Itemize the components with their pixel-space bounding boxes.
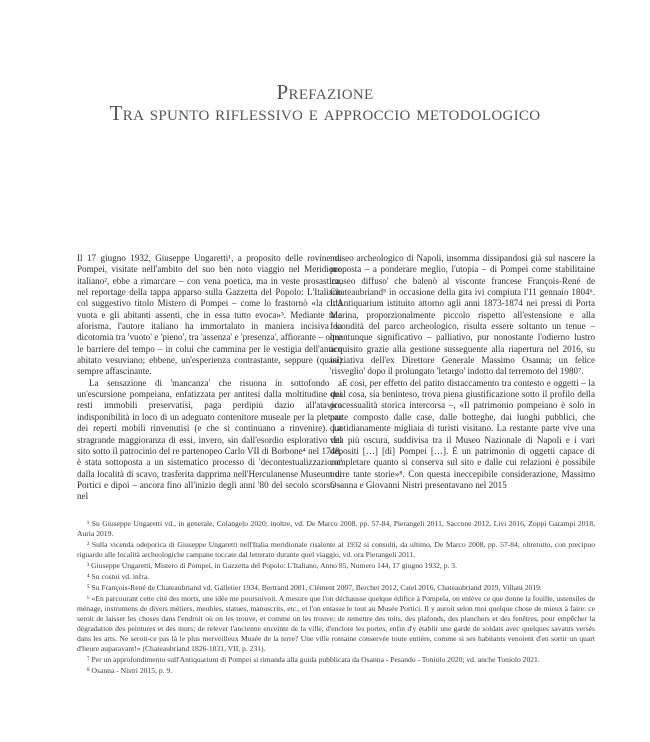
left-column xyxy=(77,253,342,503)
paragraph: La sensazione di 'mancanza' che risuona in sottofondo a un'escursione pompeiana, enfatizzata per antitesi dalla moltitudine dei resti immobili preservatisi, paga perdipiù dazio all'atavica indisponibilità in loco di un adeguato contenitore museale per la pletora dei reperti mobili rinvenutisi (e che si continuano a rinvenire). La stragrande maggioranza di essi, invero, sin dall'esordio esplorativo del sito sotto il patrocinio del re partenopeo Carlo VII di Borbone⁴ nel 1748, è stata sottoposta a un sistematico processo di 'decontestualizzazione' dalla località di scavo, trasferita dapprima nell'Herculanense Museum di Portici e dipoi – ancora fino all'inizio degli anni '80 del secolo scorso – nel xyxy=(77,377,342,502)
footnote: ⁶ «En parcourant cette cité des morts, une idée me poursuivoit. A mesure que l'on déchausse quelque édifice à Pompeïa, on enlève ce que donne la fouille, ustensiles de ménage, instrumens de divers métiers, meubles, statues, manuscrits, etc., et l'on entasse le tout au Musée Portici. Il y auroit selon moi quelque chose de mieux à faire: ce seroit de laisser les choses dans l'endroit où on les trouve, et comme on les trouve; de remettre des toits, des plafonds, des planchers et des fenêtres, pour empêcher la dégradation des peintures et des murs; de relever l'ancienne enceinte de la ville, d'enclore les portes, enfin d'y établir une garde de soldats avec quelques savants versés dans les arts. Ne seroit-ce pas là le plus merveilleux Musée de la terre? Une ville romaine conservée toute entière, comme si ses habitants venoient d'en sortir un quart d'heure auparavant!» (Chateaubriand 1826-1831, VII, p. 231). xyxy=(77,594,595,653)
footnotes xyxy=(77,519,595,677)
title-line-1: Prefazione xyxy=(276,80,374,104)
footnote: ⁸ Osanna - Nistri 2015, p. 9. xyxy=(87,666,173,675)
title-line-2: Tra spunto riflessivo e approccio metodologico xyxy=(109,101,541,125)
footnote: ¹ Su Giuseppe Ungaretti vd., in generale, Colangelo 2020; inoltre, vd. De Marco 2008, pp. 57-84, Pierangeli 2011, Saccone 2012, Livi 2016, Zoppi Garampi 2018, Auria 2019. xyxy=(77,519,595,538)
right-column xyxy=(330,253,595,491)
footnote: ⁷ Per un approfondimento sull'Antiquarium di Pompei si rimanda alla guida pubblicata da Osanna - Pesando - Toniolo 2020; vd. anche Toniolo 2021. xyxy=(87,655,540,664)
footnote: ⁵ Su François-René de Chateaubriand vd. Galletier 1934, Bertrand 2001, Clément 2007, Berchet 2012, Catel 2016, Chateaubriand 2019, Villani 2019. xyxy=(87,583,542,592)
footnote: ² Sulla vicenda odeporica di Giuseppe Ungaretti nell'Italia meridionale risalente al 1932 si consulti, da ultimo, De Marco 2008, pp. 57-84; oltretutto, con precipuo riguardo alle località archeologiche campane toccate dal letterato durante quel viaggio, vd. ora Pierangeli 2011. xyxy=(77,540,595,559)
footnote: ⁴ Su costui vd. infra. xyxy=(87,572,150,581)
footnote: ³ Giuseppe Ungaretti, Mistero di Pompei, in Gazzetta del Popolo: L'Italiano, Anno 85, Numero 144, 17 giugno 1932, p. 3. xyxy=(87,561,457,570)
paragraph: museo archeologico di Napoli, insomma dissipandosi già sul nascere la proposta – a ponderare meglio, l'utopia – di Pompei come stabilitaine 'museo diffuso' che balenò al visconte francese François-René de Chateaubriand⁵ in occasione della gita ivi compiuta l'11 gennaio 1804⁶. L'Antiquarium istituito attorno agli anni 1873-1874 nei pressi di Porta Marina, proporzionalmente piccolo rispetto all'estensione e alla fecondità del parco archeologico, risulta essere soltanto un tenue – quantunque significativo – palliativo, pur nonostante l'odierno lustro acquisito grazie alla gestione susseguente alla riapertura nel 2016, su iniziativa dell'ex Direttore Generale Massimo Osanna; un felice 'risveglio' dopo il prolungato 'letargo' indotto dal terremoto del 1980⁷. xyxy=(330,253,595,377)
paragraph: Il 17 giugno 1932, Giuseppe Ungaretti¹, a proposito delle rovine di Pompei, visitate nell'ambito del suo ben noto viaggio nel Meridione italiano², ebbe a rimarcare – con vena poetica, ma in veste prosastica, nel reportage della tappa apparso sulla Gazzetta del Popolo: L'Italiano col suggestivo titolo Mistero di Pompei – come lo frastornò «la città vuota e gli abitanti assenti, che in essa tutto evoca»³. Mediante tale aforisma, l'autore italiano ha immortalato in maniera incisiva la dicotomia tra 'vuoto' e 'pieno', tra 'assenza' e 'presenza', affiorante – oltre le barriere del tempo – in colui che cammina per le vestigia dell'antico abitato vesuviano; ebbene, un'esperienza contrastante, seppure (quasi) sempre affascinante. xyxy=(77,253,342,377)
paragraph: E così, per effetto del patito distaccamento tra contesto e oggetti – la qual cosa, sia beninteso, trova piena giustificazione sotto il profilo della processualità storica intercorsa –, «Il patrimonio pompeiano è solo in parte composto dalle case, dalle botteghe, dai luoghi pubblici, che quotidianamente migliaia di turisti visitano. La restante parte vive una vita più oscura, suddivisa tra il Museo Nazionale di Napoli e i vari depositi […] [di] Pompei […]. È un patrimonio di oggetti capace di completare quanto si conserva sul sito e dalle cui relazioni è possibile trarre tante storie»⁸. Con questa ineccepibile considerazione, Massimo Osanna e Giovanni Nistri presentavano nel 2015 xyxy=(330,377,595,490)
